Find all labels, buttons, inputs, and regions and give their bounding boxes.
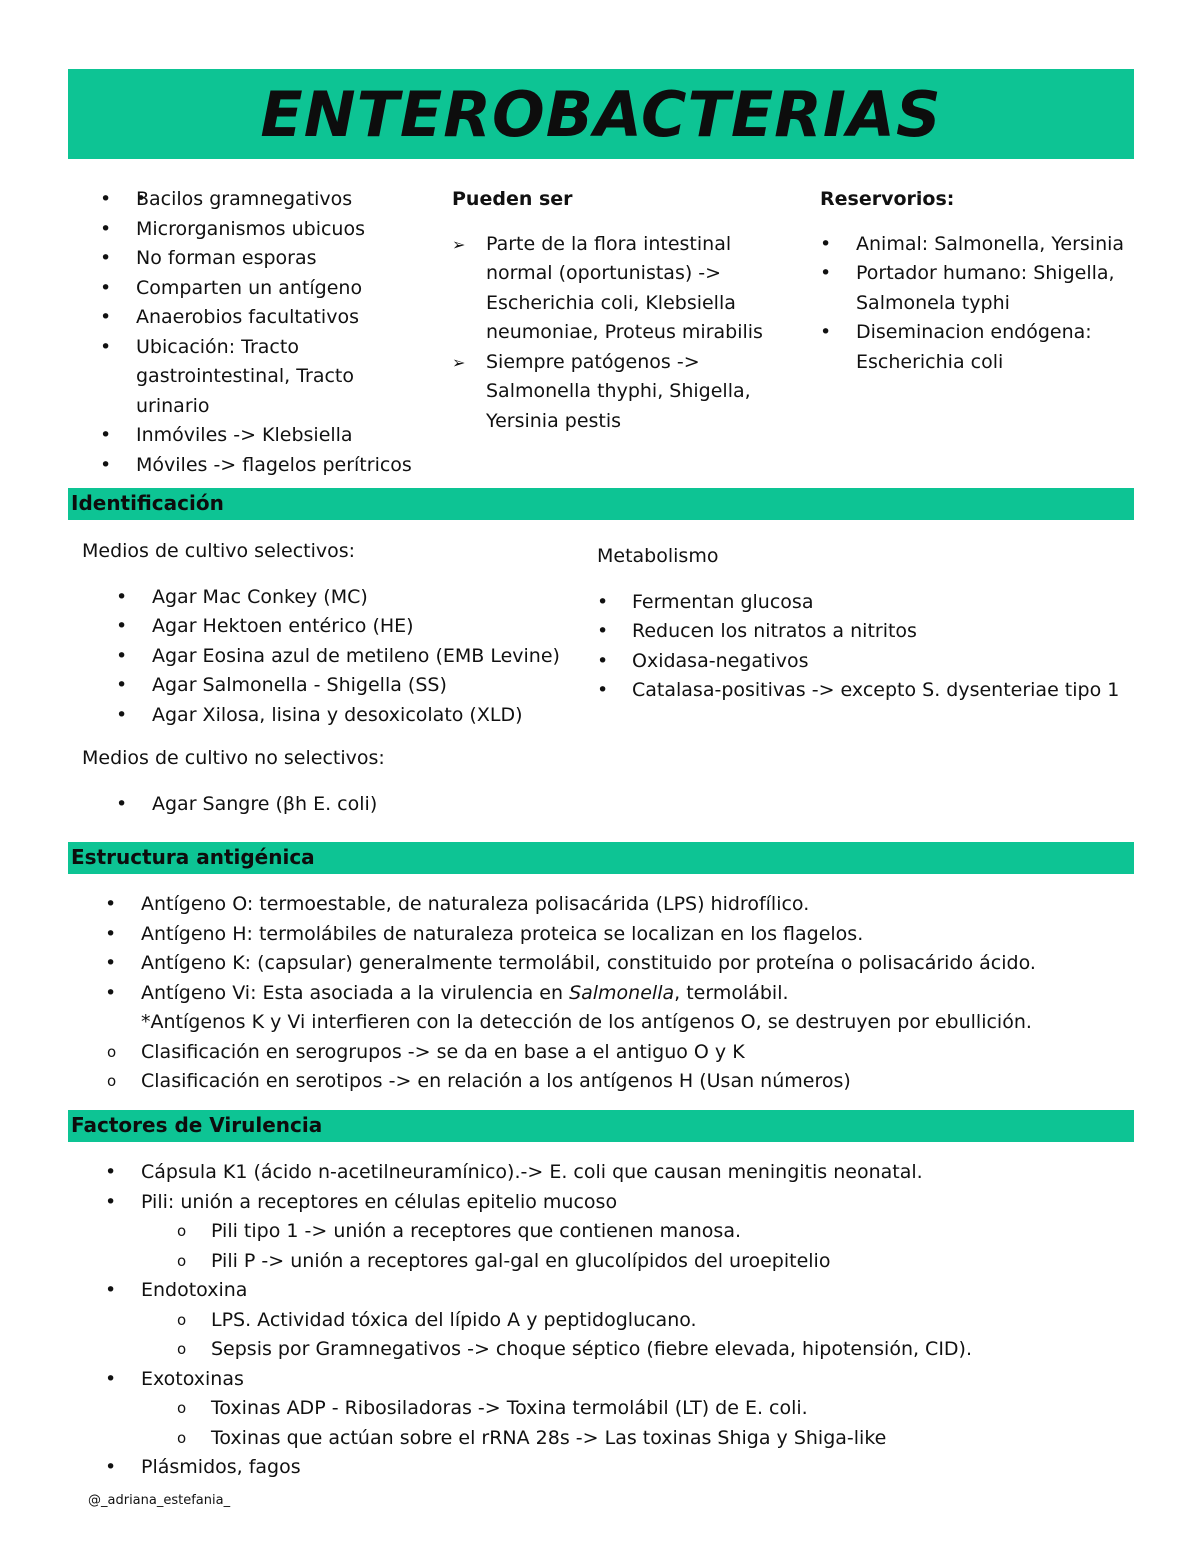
selectivos-label: Medios de cultivo selectivos: (82, 540, 356, 562)
arrow-bullet-icon: ➢ (452, 234, 466, 254)
list-item: • Cápsula K1 (ácido n-acetilneuramínico).-> E. coli que causan meningitis neonatal. (105, 1161, 923, 1183)
list-item: • Animal: Salmonella, Yersinia (820, 232, 1125, 255)
list-item: o Clasificación en serotipos -> en relación a los antígenos H (Usan números) (107, 1070, 851, 1092)
page-title: ENTEROBACTERIAS (260, 77, 942, 151)
title-banner (68, 69, 1134, 159)
virulencia-heading: Factores de Virulencia (71, 1113, 323, 1137)
list-item: o Pili tipo 1 -> unión a receptores que contienen manosa. (177, 1220, 742, 1242)
list-item: o Clasificación en serogrupos -> se da en base a el antiguo O y K (107, 1040, 745, 1063)
identificacion-section-bar (68, 488, 1134, 520)
list-item: • Agar Eosina azul de metileno (EMB Levine) (116, 644, 560, 667)
list-item: • Agar Mac Conkey (MC) (116, 585, 368, 608)
list-item: ➢ Siempre patógenos -> Salmonella thyphi, Shigella, Yersinia pestis (486, 348, 792, 437)
virulencia-section-bar (68, 1110, 1134, 1142)
list-item: o Sepsis por Gramnegativos -> choque séptico (fiebre elevada, hipotensión, CID). (177, 1338, 973, 1360)
list-item: • Agar Sangre (βh E. coli) (116, 792, 378, 815)
list-item: • Anaerobios facultativos (100, 306, 359, 328)
list-item: • Antígeno Vi: Esta asociada a la virulencia en Salmonella, termolábil. (105, 981, 789, 1004)
estructura-heading: Estructura antigénica (71, 845, 315, 869)
medios-cultivo-column (82, 537, 582, 819)
list-item: • Diseminacion endógena: Escherichia coli (820, 321, 1092, 373)
list-item: o Toxinas que actúan sobre el rRNA 28s -> Las toxinas Shiga y Shiga-like (177, 1426, 887, 1449)
metabolismo-label: Metabolismo (597, 545, 719, 567)
list-item: • No forman esporas (100, 247, 317, 269)
list-item: • Antígeno O: termoestable, de naturaleza polisacárida (LPS) hidrofílico. (105, 893, 810, 915)
list-item: • Endotoxina (105, 1279, 248, 1301)
list-item: • Antígeno H: termolábiles de naturaleza proteica se localizan en los flagelos. (105, 922, 864, 945)
no-selectivos-label: Medios de cultivo no selectivos: (82, 747, 385, 769)
reservorios-heading: Reservorios: (820, 188, 955, 210)
list-item: • Oxidasa-negativos (597, 649, 809, 672)
list-item: o Toxinas ADP - Ribosiladoras -> Toxina termolábil (LT) de E. coli. (177, 1397, 808, 1419)
list-item: • Móviles -> flagelos perítricos (100, 453, 412, 476)
identificacion-heading: Identificación (71, 491, 224, 515)
list-item: • Fermentan glucosa (597, 590, 814, 613)
list-item: • Agar Salmonella - Shigella (SS) (116, 674, 447, 696)
estructura-section-bar (68, 842, 1134, 874)
list-item: • Agar Hektoen entérico (HE) (116, 615, 414, 637)
list-item: • Portador humano: Shigella, Salmonela typhi (820, 262, 1115, 314)
metabolismo-column (597, 542, 1127, 706)
list-item: • Antígeno K: (capsular) generalmente termolábil, constituido por proteína o polisacárido ácido. (105, 952, 1036, 974)
list-item: • Catalasa-positivas -> excepto S. dysenteriae tipo 1 (597, 679, 1120, 701)
arrow-bullet-icon: ➢ (452, 352, 466, 372)
characteristics-column (100, 185, 430, 480)
list-item: • Reducen los nitratos a nitritos (597, 620, 917, 642)
list-item: • Comparten un antígeno (100, 276, 363, 299)
virulencia-list (105, 1158, 1125, 1483)
list-item: • Agar Xilosa, lisina y desoxicolato (XLD) (116, 703, 523, 726)
list-item: • Pili: unión a receptores en células epitelio mucoso (105, 1190, 618, 1213)
author-handle: @_adriana_estefania_ (88, 1493, 231, 1508)
reservorios-column (820, 185, 1130, 377)
list-item: o Pili P -> unión a receptores gal-gal en glucolípidos del uroepitelio (177, 1249, 831, 1272)
pueden-ser-heading: Pueden ser (452, 188, 573, 210)
antigen-note: *Antígenos K y Vi interfieren con la detección de los antígenos O, se destruyen por ebullición. (141, 1011, 1032, 1033)
list-item: ➢ Parte de la flora intestinal normal (oportunistas) -> Escherichia coli, Klebsiella neumoniae, Proteus mirabilis (486, 230, 792, 348)
estructura-list (105, 890, 1125, 1097)
list-item: • Inmóviles -> Klebsiella (100, 424, 353, 446)
list-item: • Exotoxinas (105, 1367, 244, 1390)
list-item: o LPS. Actividad tóxica del lípido A y peptidoglucano. (177, 1308, 697, 1331)
list-item: • Plásmidos, fagos (105, 1456, 301, 1478)
list-item: • Microrganismos ubicuos (100, 217, 366, 240)
list-item: • Ubicación: Tracto gastrointestinal, Tracto urinario (100, 335, 354, 417)
salmonella-italic: Salmonella (569, 981, 675, 1004)
pueden-ser-column (452, 185, 792, 436)
list-item: • • Bacilos gramnegativos (136, 185, 430, 215)
